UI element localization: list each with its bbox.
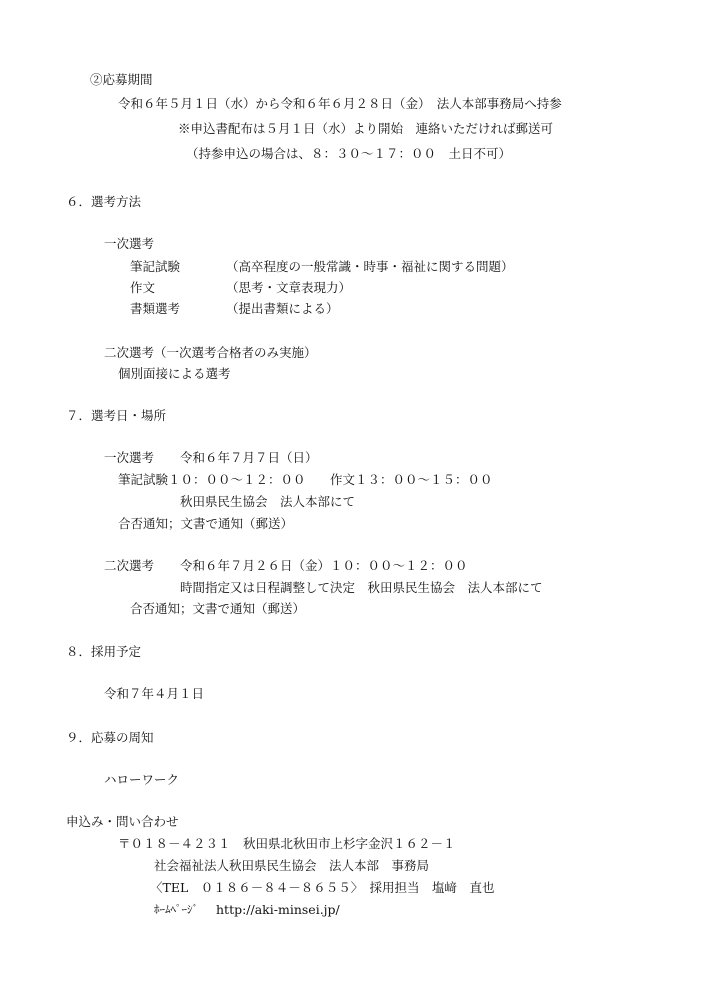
second-selection-date: 令和６年７月２６日（金）１０：００～１２：００ [180,558,468,573]
second-selection-label: 二次選考 [104,558,155,573]
written-exam-time: 筆記試験１０：００～１２：００ [118,472,306,487]
exam-item-desc: （思考・文章表現力） [226,280,352,295]
second-selection-label: 二次選考（一次選考合格者のみ実施） [104,345,317,360]
first-selection-notice: 合否通知；文書で通知（郵送） [118,516,294,531]
second-selection-detail: 個別面接による選考 [118,366,231,381]
exam-item-desc: （高卒程度の一般常識・時事・福祉に関する問題） [226,259,514,274]
first-selection-label: 一次選考 [104,236,155,251]
first-selection-place: 秋田県民生協会 法人本部にて [180,494,356,509]
exam-item-desc: （提出書類による） [226,301,339,316]
first-selection-date: 令和６年７月７日（日） [180,450,318,465]
period-heading: ②応募期間 [90,72,153,87]
homepage-label: ﾎｰﾑﾍﾟｰｼﾞ [154,903,198,916]
exam-item-label: 書類選考 [130,301,181,316]
second-selection-place: 時間指定又は日程調整して決定 秋田県民生協会 法人本部にて [180,580,543,595]
homepage-link[interactable]: http://aki-minsei.jp/ [216,902,340,917]
contact-heading: 申込み・問い合わせ [66,814,179,829]
contact-organization: 社会福祉法人秋田県民生協会 法人本部 事務局 [154,858,430,873]
essay-time: 作文１３：００～１５：００ [330,472,493,487]
exam-item-label: 筆記試験 [130,259,181,274]
period-note-distribution: ※申込書配布は５月１日（水）より開始 連絡いただければ郵送可 [178,121,554,136]
period-note-hours: （持参申込の場合は、８：３０～１７：００ 土日不可） [186,146,512,161]
contact-phone: 〈TEL ０１８６－８４－８６５５〉 採用担当 塩﨑 直也 [150,880,495,895]
section-6-heading: ６．選考方法 [66,194,142,209]
section-9-heading: ９．応募の周知 [66,730,154,745]
recruitment-channel: ハローワーク [104,772,180,787]
first-selection-label: 一次選考 [104,450,155,465]
contact-address: 〒０１８－４２３１ 秋田県北秋田市上杉字金沢１６２－１ [118,836,456,851]
hiring-date: 令和７年４月１日 [104,686,205,701]
period-dates: 令和６年５月１日（水）から令和６年６月２８日（金） 法人本部事務局へ持参 [118,96,562,111]
section-7-heading: ７．選考日・場所 [66,408,167,423]
second-selection-notice: 合否通知；文書で通知（郵送） [130,601,306,616]
section-8-heading: ８．採用予定 [66,644,142,659]
exam-item-label: 作文 [130,280,156,295]
